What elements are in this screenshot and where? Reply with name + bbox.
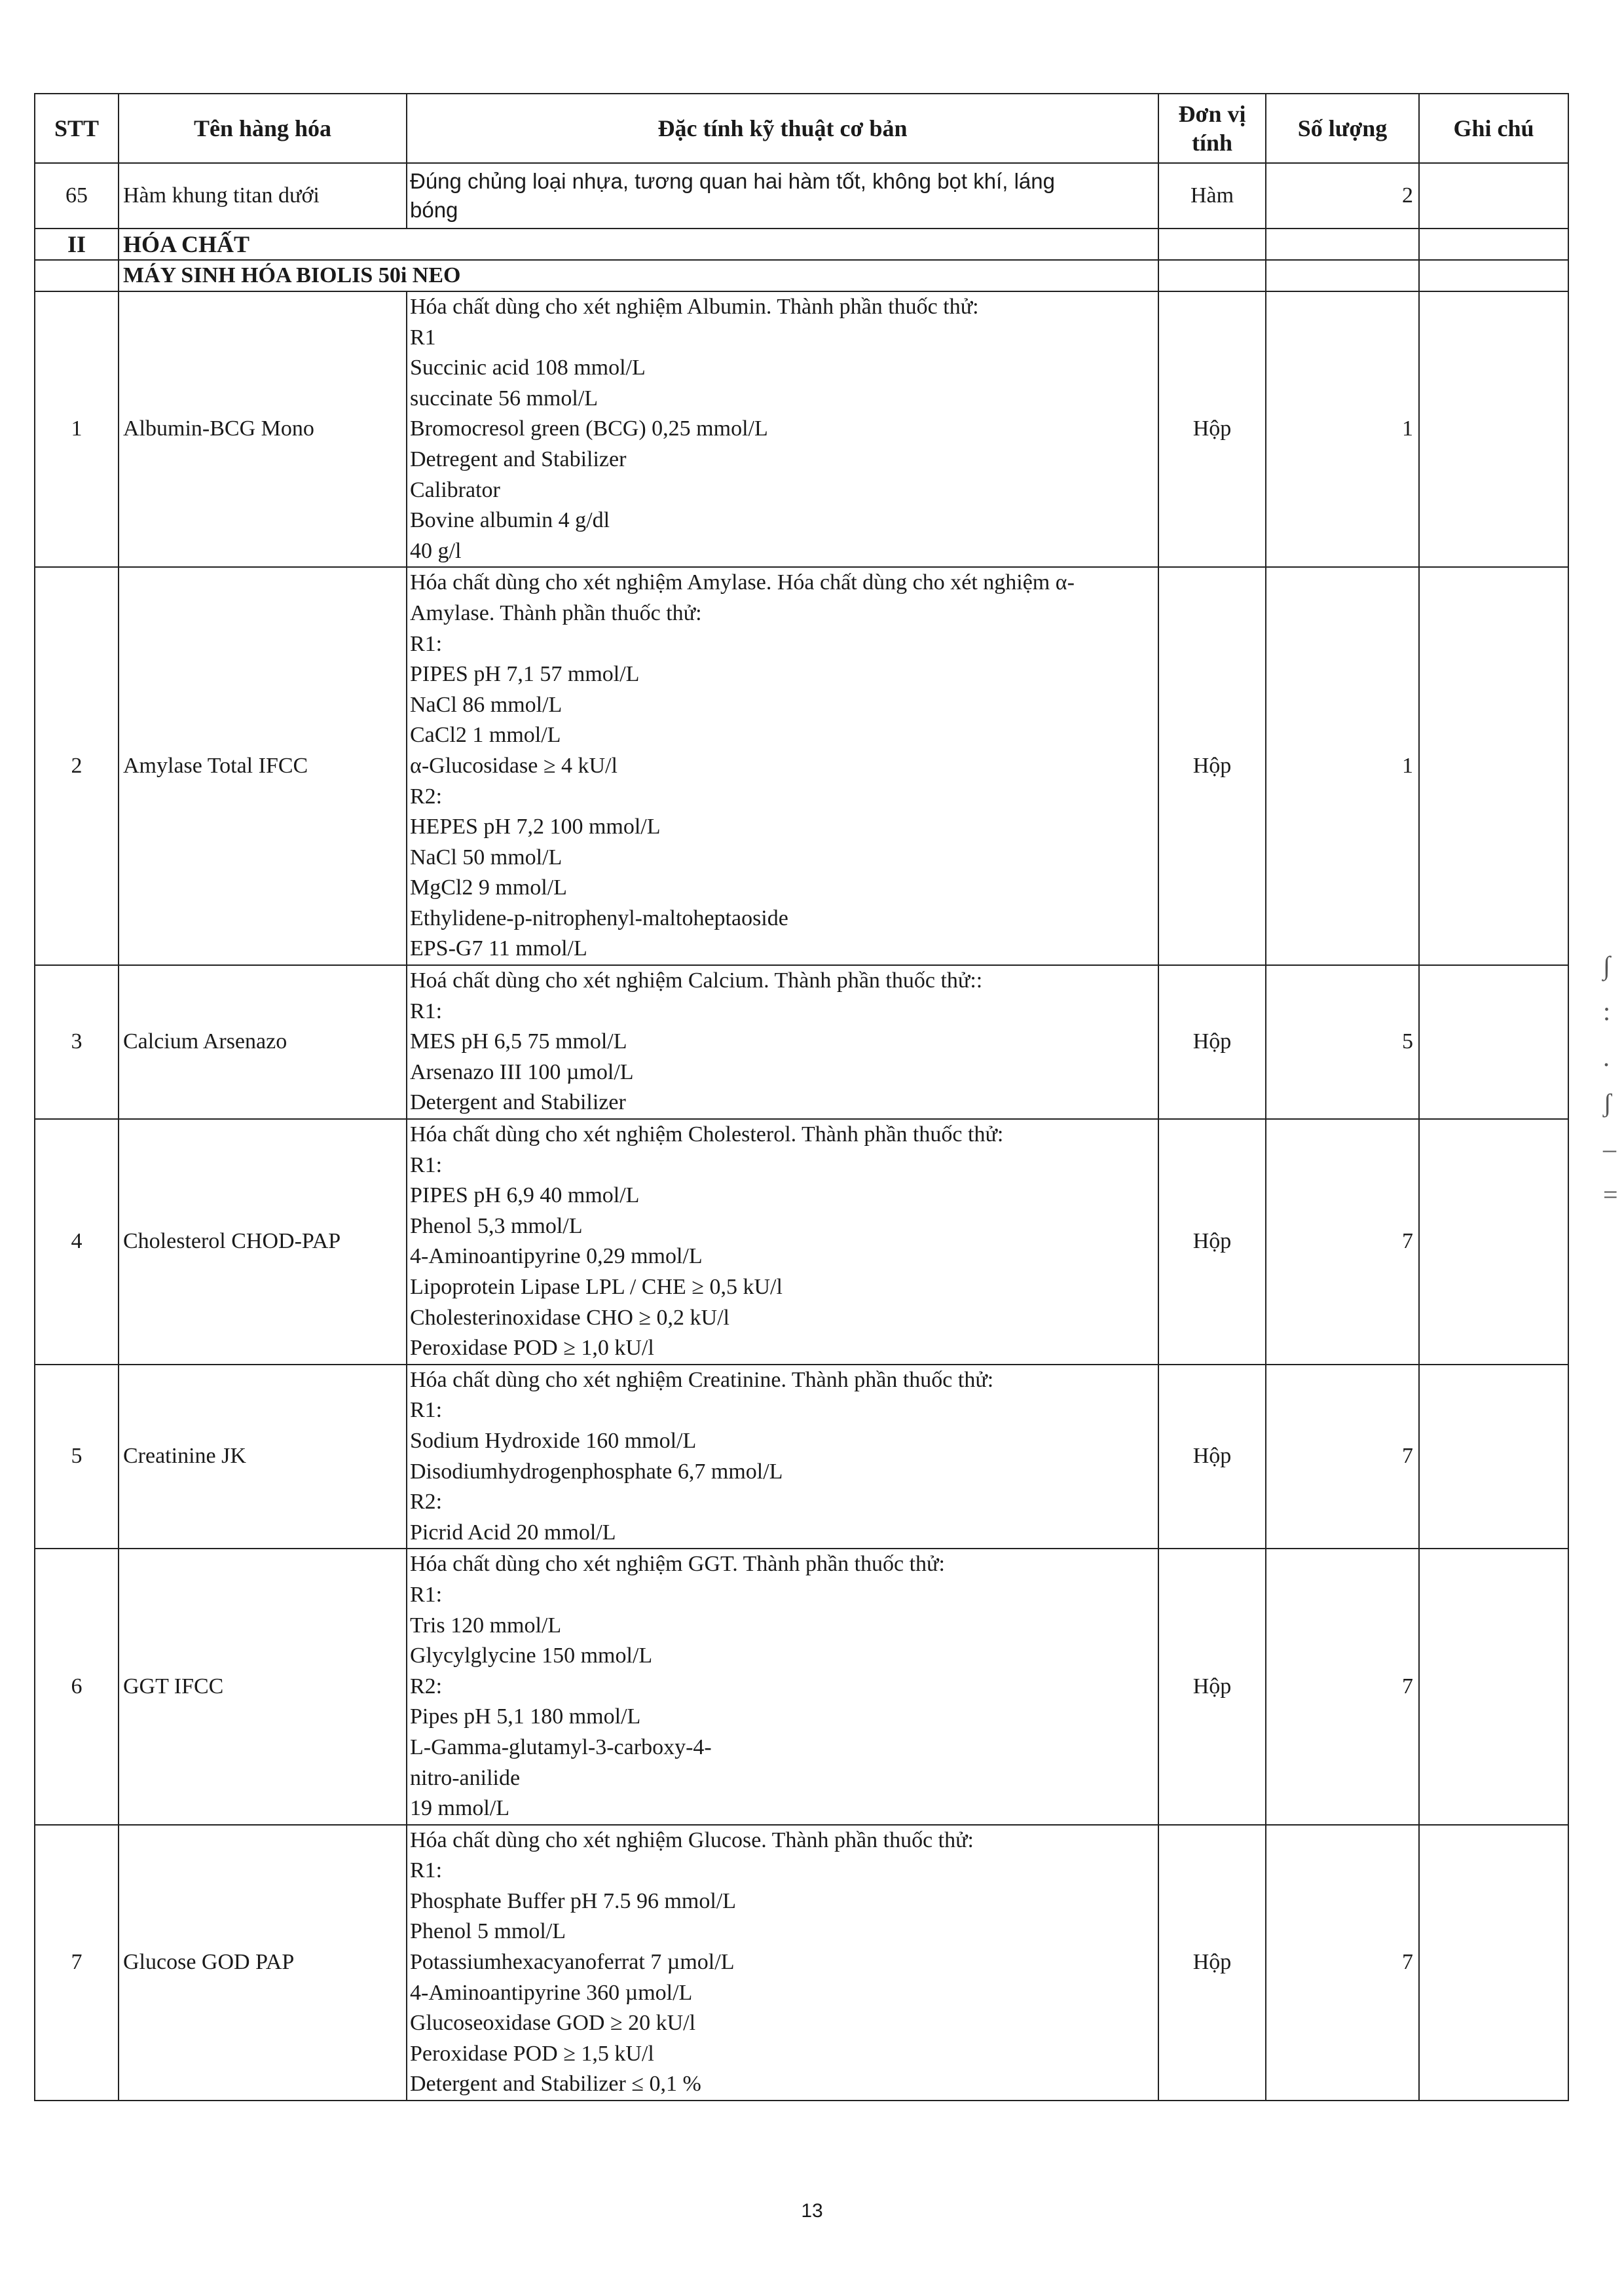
item-qty: 1 — [1266, 291, 1419, 567]
item-stt: 4 — [35, 1119, 119, 1365]
spec-line: Succinic acid 108 mmol/L — [410, 356, 646, 380]
spec-line: Arsenazo III 100 µmol/L — [410, 1059, 634, 1084]
item-qty: 1 — [1266, 567, 1419, 965]
item-note — [1419, 567, 1568, 965]
spec-line: nitro-anilide — [410, 1765, 521, 1790]
spec-line: Hóa chất dùng cho xét nghiệm Cholesterol. Thành phần thuốc thử: — [410, 1122, 1004, 1147]
section-unit — [1158, 229, 1266, 260]
item-spec — [407, 291, 1158, 567]
document-sheet — [34, 93, 1568, 2101]
table-row — [35, 1365, 1568, 1549]
item-stt: 6 — [35, 1549, 119, 1824]
header-unit-line1: Đơn vị — [1178, 101, 1246, 127]
spec-line: R1: — [410, 1398, 443, 1423]
row65-qty: 2 — [1266, 163, 1419, 229]
item-spec — [407, 1365, 1158, 1549]
spec-line: R1: — [410, 1582, 443, 1607]
item-unit: Hộp — [1158, 1119, 1266, 1365]
spec-line: Sodium Hydroxide 160 mmol/L — [410, 1428, 697, 1453]
subsection-title: MÁY SINH HÓA BIOLIS 50i NEO — [119, 260, 1158, 291]
table-row — [35, 965, 1568, 1119]
spec-line: Bromocresol green (BCG) 0,25 mmol/L — [410, 416, 768, 441]
spec-line: 40 g/l — [410, 538, 462, 563]
item-unit: Hộp — [1158, 1365, 1266, 1549]
subsection-stt — [35, 260, 119, 291]
spec-line: R1: — [410, 1152, 443, 1177]
spec-line: L-Gamma-glutamyl-3-carboxy-4- — [410, 1735, 712, 1759]
subsection-note — [1419, 260, 1568, 291]
item-stt: 2 — [35, 567, 119, 965]
item-qty: 5 — [1266, 965, 1419, 1119]
spec-line: HEPES pH 7,2 100 mmol/L — [410, 815, 661, 839]
item-qty: 7 — [1266, 1549, 1419, 1824]
item-note — [1419, 1365, 1568, 1549]
spec-line: NaCl 50 mmol/L — [410, 845, 563, 870]
spec-line: EPS-G7 11 mmol/L — [410, 936, 587, 961]
spec-line: Hóa chất dùng cho xét nghiệm Albumin. Thành phần thuốc thử: — [410, 295, 979, 319]
spec-line: Peroxidase POD ≥ 1,0 kU/l — [410, 1336, 654, 1361]
item-stt: 5 — [35, 1365, 119, 1549]
table-row — [35, 291, 1568, 567]
spec-line: R2: — [410, 1674, 443, 1698]
section-stt: II — [35, 229, 119, 260]
section-qty — [1266, 229, 1419, 260]
spec-line: Hóa chất dùng cho xét nghiệm Amylase. Hóa chất dùng cho xét nghiệm α- — [410, 570, 1075, 595]
spec-line: PIPES pH 7,1 57 mmol/L — [410, 662, 640, 687]
header-qty: Số lượng — [1266, 94, 1419, 163]
spec-line: R1 — [410, 325, 436, 350]
item-spec — [407, 965, 1158, 1119]
spec-line: PIPES pH 6,9 40 mmol/L — [410, 1183, 640, 1208]
item-unit: Hộp — [1158, 965, 1266, 1119]
header-spec: Đặc tính kỹ thuật cơ bản — [407, 94, 1158, 163]
subsection-qty — [1266, 260, 1419, 291]
item-note — [1419, 1825, 1568, 2101]
section-note — [1419, 229, 1568, 260]
spec-line: Detergent and Stabilizer — [410, 1090, 626, 1115]
table-row — [35, 1549, 1568, 1824]
spec-line: Disodiumhydrogenphosphate 6,7 mmol/L — [410, 1459, 783, 1484]
item-spec — [407, 1119, 1158, 1365]
spec-line: Phosphate Buffer pH 7.5 96 mmol/L — [410, 1888, 736, 1913]
page-number: 13 — [801, 2200, 823, 2222]
item-name: Albumin-BCG Mono — [119, 291, 407, 567]
margin-marks: ∫ : . ʃ – = — [1603, 951, 1618, 1209]
item-note — [1419, 291, 1568, 567]
item-stt: 1 — [35, 291, 119, 567]
item-name: Creatinine JK — [119, 1365, 407, 1549]
spec-line: Hoá chất dùng cho xét nghiệm Calcium. Thành phần thuốc thử:: — [410, 968, 983, 993]
item-unit: Hộp — [1158, 567, 1266, 965]
table-row — [35, 1119, 1568, 1365]
item-note — [1419, 1549, 1568, 1824]
spec-line: Peroxidase POD ≥ 1,5 kU/l — [410, 2041, 654, 2066]
item-qty: 7 — [1266, 1365, 1419, 1549]
spec-line: Tris 120 mmol/L — [410, 1613, 562, 1638]
spec-line: Detergent and Stabilizer ≤ 0,1 % — [410, 2072, 701, 2097]
item-spec — [407, 567, 1158, 965]
row65-note — [1419, 163, 1568, 229]
spec-line: Glucoseoxidase GOD ≥ 20 kU/l — [410, 2011, 696, 2036]
item-name: GGT IFCC — [119, 1549, 407, 1824]
spec-line: Calibrator — [410, 477, 500, 502]
item-spec — [407, 1549, 1158, 1824]
item-name: Glucose GOD PAP — [119, 1825, 407, 2101]
spec-line: Glycylglycine 150 mmol/L — [410, 1643, 653, 1668]
spec-line: MES pH 6,5 75 mmol/L — [410, 1029, 627, 1054]
spec-line: Lipoprotein Lipase LPL / CHE ≥ 0,5 kU/l — [410, 1275, 783, 1299]
spec-line: Potassiumhexacyanoferrat 7 µmol/L — [410, 1950, 735, 1975]
item-unit: Hộp — [1158, 291, 1266, 567]
table-row-65 — [35, 163, 1568, 229]
header-note: Ghi chú — [1419, 94, 1568, 163]
header-stt: STT — [35, 94, 119, 163]
spec-line: 19 mmol/L — [410, 1796, 510, 1821]
spec-line: Picrid Acid 20 mmol/L — [410, 1520, 616, 1545]
item-name: Amylase Total IFCC — [119, 567, 407, 965]
item-qty: 7 — [1266, 1825, 1419, 2101]
section-row — [35, 229, 1568, 260]
row65-stt: 65 — [35, 163, 119, 229]
item-name: Cholesterol CHOD-PAP — [119, 1119, 407, 1365]
spec-line: Hóa chất dùng cho xét nghiệm Creatinine. Thành phần thuốc thử: — [410, 1367, 994, 1392]
subsection-unit — [1158, 260, 1266, 291]
item-name: Calcium Arsenazo — [119, 965, 407, 1119]
spec-line: R1: — [410, 1858, 443, 1883]
spec-line: Phenol 5,3 mmol/L — [410, 1213, 583, 1238]
item-stt: 7 — [35, 1825, 119, 2101]
row65-spec-line1: Đúng chủng loại nhựa, tương quan hai hàm tốt, không bọt khí, láng — [410, 169, 1055, 193]
header-unit-line2: tính — [1191, 130, 1233, 156]
spec-line: Hóa chất dùng cho xét nghiệm Glucose. Thành phần thuốc thử: — [410, 1827, 974, 1852]
item-unit: Hộp — [1158, 1549, 1266, 1824]
spec-line: MgCl2 9 mmol/L — [410, 875, 567, 900]
item-note — [1419, 965, 1568, 1119]
spec-line: Amylase. Thành phần thuốc thử: — [410, 600, 702, 625]
header-row — [35, 94, 1568, 163]
spec-line: 4-Aminoantipyrine 0,29 mmol/L — [410, 1244, 703, 1269]
row65-name: Hàm khung titan dưới — [119, 163, 407, 229]
spec-line: Hóa chất dùng cho xét nghiệm GGT. Thành phần thuốc thử: — [410, 1552, 945, 1577]
spec-line: succinate 56 mmol/L — [410, 386, 599, 411]
spec-line: Ethylidene-p-nitrophenyl-maltoheptaoside — [410, 906, 788, 930]
spec-line: Cholesterinoxidase CHO ≥ 0,2 kU/l — [410, 1305, 730, 1330]
row65-spec-line2: bóng — [410, 198, 458, 222]
table-row — [35, 567, 1568, 965]
spec-line: Bovine albumin 4 g/dl — [410, 508, 610, 533]
spec-line: NaCl 86 mmol/L — [410, 692, 563, 717]
spec-line: Pipes pH 5,1 180 mmol/L — [410, 1704, 641, 1729]
header-unit — [1158, 94, 1266, 163]
item-note — [1419, 1119, 1568, 1365]
item-unit: Hộp — [1158, 1825, 1266, 2101]
spec-line: R2: — [410, 1490, 443, 1515]
item-spec — [407, 1825, 1158, 2101]
spec-line: 4-Aminoantipyrine 360 µmol/L — [410, 1980, 693, 2005]
spec-line: Detregent and Stabilizer — [410, 447, 627, 471]
table-row — [35, 1825, 1568, 2101]
item-qty: 7 — [1266, 1119, 1419, 1365]
section-title: HÓA CHẤT — [119, 229, 1158, 260]
row65-spec — [407, 163, 1158, 229]
goods-table — [34, 93, 1569, 2101]
spec-line: R2: — [410, 784, 443, 809]
spec-line: α-Glucosidase ≥ 4 kU/l — [410, 753, 618, 778]
spec-line: R1: — [410, 999, 443, 1023]
header-name: Tên hàng hóa — [119, 94, 407, 163]
row65-unit: Hàm — [1158, 163, 1266, 229]
item-stt: 3 — [35, 965, 119, 1119]
spec-line: Phenol 5 mmol/L — [410, 1919, 566, 1944]
subsection-row — [35, 260, 1568, 291]
spec-line: CaCl2 1 mmol/L — [410, 723, 561, 748]
spec-line: R1: — [410, 631, 443, 656]
